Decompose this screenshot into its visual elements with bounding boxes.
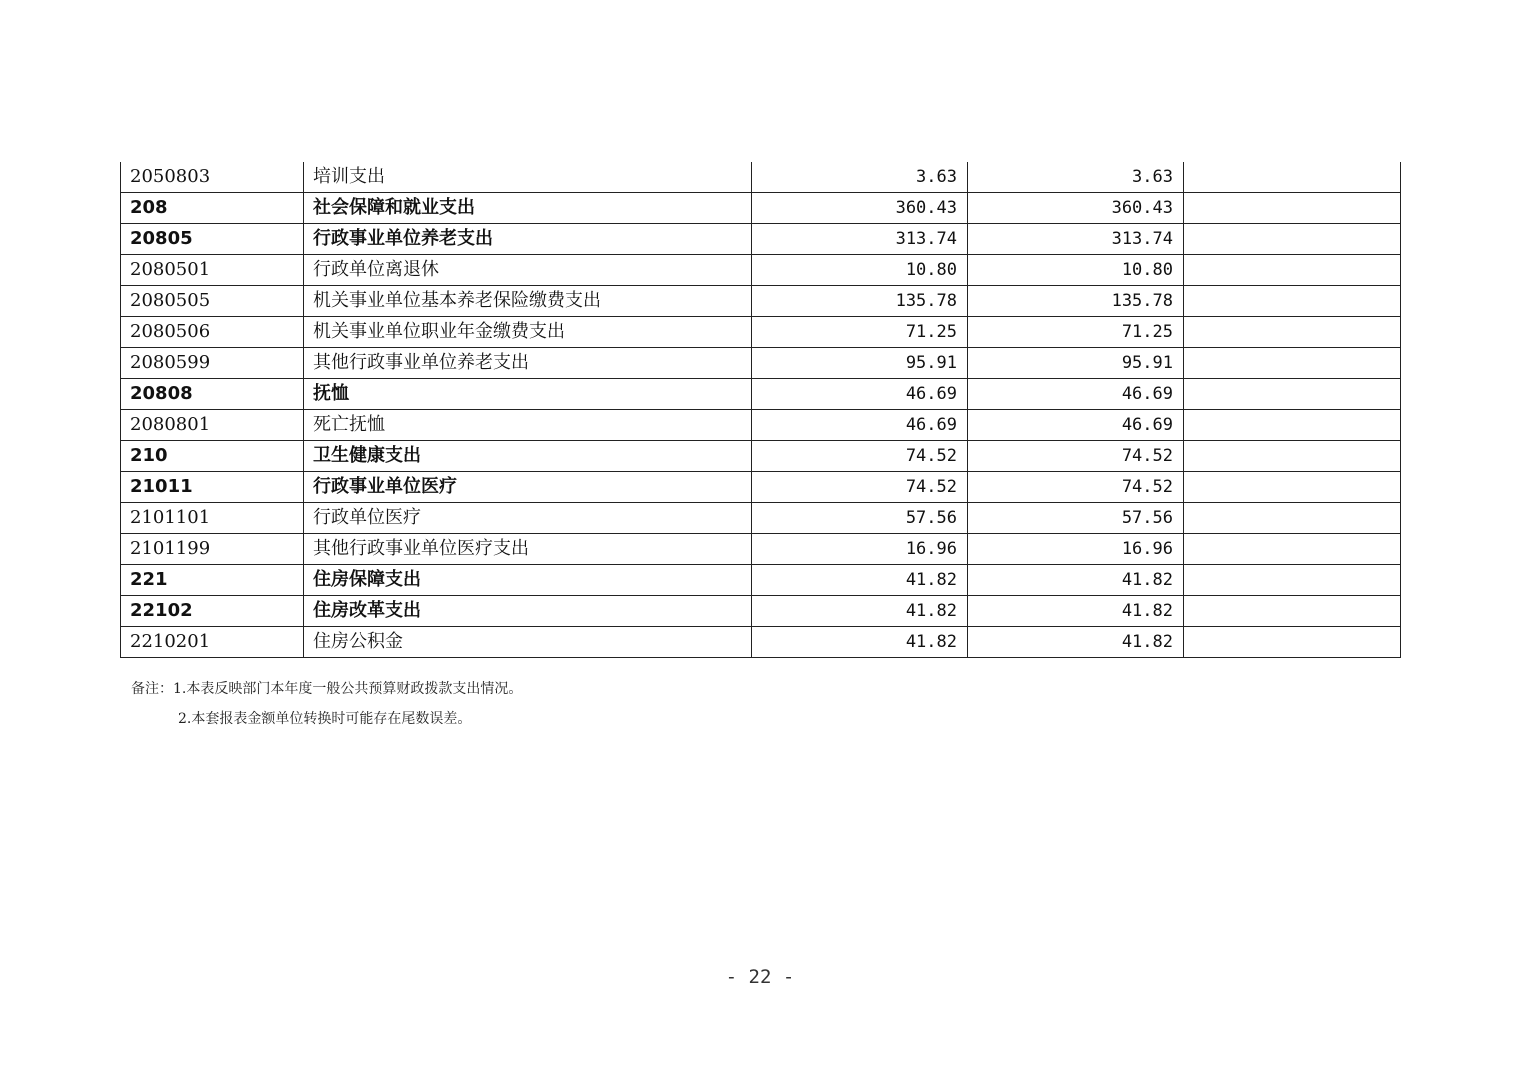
cell-value-3 <box>1184 162 1401 193</box>
cell-value-3 <box>1184 534 1401 565</box>
table-row <box>121 379 1401 410</box>
cell-code: 210 <box>121 441 304 472</box>
table-row <box>121 224 1401 255</box>
cell-code: 2050803 <box>121 162 304 193</box>
cell-value-3 <box>1184 379 1401 410</box>
cell-value-1: 41.82 <box>752 596 968 627</box>
cell-code: 2080506 <box>121 317 304 348</box>
cell-value-1: 360.43 <box>752 193 968 224</box>
cell-name: 社会保障和就业支出 <box>304 193 752 224</box>
cell-value-2: 46.69 <box>968 410 1184 441</box>
cell-value-3 <box>1184 627 1401 658</box>
cell-value-1: 74.52 <box>752 472 968 503</box>
table-row <box>121 255 1401 286</box>
cell-value-3 <box>1184 410 1401 441</box>
cell-value-2: 16.96 <box>968 534 1184 565</box>
cell-name: 抚恤 <box>304 379 752 410</box>
cell-value-2: 360.43 <box>968 193 1184 224</box>
cell-value-3 <box>1184 503 1401 534</box>
cell-value-3 <box>1184 255 1401 286</box>
note-line-1: 备注：1.本表反映部门本年度一般公共预算财政拨款支出情况。 <box>131 681 523 697</box>
cell-name: 住房公积金 <box>304 627 752 658</box>
cell-value-3 <box>1184 472 1401 503</box>
cell-value-1: 135.78 <box>752 286 968 317</box>
notes <box>131 674 522 734</box>
cell-name: 行政单位医疗 <box>304 503 752 534</box>
cell-name: 行政事业单位医疗 <box>304 472 752 503</box>
cell-value-1: 3.63 <box>752 162 968 193</box>
cell-name: 机关事业单位职业年金缴费支出 <box>304 317 752 348</box>
table-row <box>121 596 1401 627</box>
cell-name: 住房改革支出 <box>304 596 752 627</box>
cell-code: 20808 <box>121 379 304 410</box>
budget-expenditure-table <box>120 162 1401 658</box>
cell-value-2: 41.82 <box>968 596 1184 627</box>
cell-value-2: 57.56 <box>968 503 1184 534</box>
cell-value-1: 46.69 <box>752 379 968 410</box>
cell-code: 2080801 <box>121 410 304 441</box>
cell-value-1: 41.82 <box>752 565 968 596</box>
cell-value-1: 95.91 <box>752 348 968 379</box>
cell-code: 2101101 <box>121 503 304 534</box>
cell-name: 培训支出 <box>304 162 752 193</box>
cell-value-2: 74.52 <box>968 472 1184 503</box>
cell-value-1: 74.52 <box>752 441 968 472</box>
note-line-2: 2.本套报表金额单位转换时可能存在尾数误差。 <box>178 711 472 727</box>
cell-value-3 <box>1184 348 1401 379</box>
cell-value-2: 10.80 <box>968 255 1184 286</box>
cell-code: 2101199 <box>121 534 304 565</box>
cell-value-2: 135.78 <box>968 286 1184 317</box>
cell-name: 死亡抚恤 <box>304 410 752 441</box>
table-row <box>121 627 1401 658</box>
cell-value-2: 46.69 <box>968 379 1184 410</box>
cell-value-2: 41.82 <box>968 627 1184 658</box>
cell-code: 2210201 <box>121 627 304 658</box>
table-row <box>121 472 1401 503</box>
table-row <box>121 441 1401 472</box>
cell-value-3 <box>1184 565 1401 596</box>
cell-value-3 <box>1184 193 1401 224</box>
cell-value-3 <box>1184 224 1401 255</box>
cell-value-1: 57.56 <box>752 503 968 534</box>
cell-value-3 <box>1184 317 1401 348</box>
cell-value-1: 41.82 <box>752 627 968 658</box>
cell-value-2: 313.74 <box>968 224 1184 255</box>
cell-name: 其他行政事业单位医疗支出 <box>304 534 752 565</box>
cell-name: 行政事业单位养老支出 <box>304 224 752 255</box>
cell-name: 其他行政事业单位养老支出 <box>304 348 752 379</box>
table-row <box>121 410 1401 441</box>
table-row <box>121 348 1401 379</box>
table-row <box>121 503 1401 534</box>
cell-value-2: 3.63 <box>968 162 1184 193</box>
cell-code: 2080505 <box>121 286 304 317</box>
cell-value-2: 74.52 <box>968 441 1184 472</box>
table-row <box>121 317 1401 348</box>
cell-name: 住房保障支出 <box>304 565 752 596</box>
cell-value-3 <box>1184 441 1401 472</box>
cell-name: 行政单位离退休 <box>304 255 752 286</box>
cell-value-2: 71.25 <box>968 317 1184 348</box>
cell-value-1: 16.96 <box>752 534 968 565</box>
cell-value-3 <box>1184 596 1401 627</box>
cell-code: 2080501 <box>121 255 304 286</box>
cell-value-2: 41.82 <box>968 565 1184 596</box>
cell-code: 21011 <box>121 472 304 503</box>
cell-value-1: 71.25 <box>752 317 968 348</box>
cell-code: 22102 <box>121 596 304 627</box>
cell-name: 卫生健康支出 <box>304 441 752 472</box>
cell-code: 208 <box>121 193 304 224</box>
table-row <box>121 193 1401 224</box>
cell-code: 2080599 <box>121 348 304 379</box>
cell-name: 机关事业单位基本养老保险缴费支出 <box>304 286 752 317</box>
table-row <box>121 565 1401 596</box>
cell-value-2: 95.91 <box>968 348 1184 379</box>
table-row <box>121 286 1401 317</box>
cell-code: 20805 <box>121 224 304 255</box>
cell-code: 221 <box>121 565 304 596</box>
table-row <box>121 534 1401 565</box>
table-row <box>121 162 1401 193</box>
cell-value-1: 10.80 <box>752 255 968 286</box>
cell-value-1: 313.74 <box>752 224 968 255</box>
page-number: - 22 - <box>725 966 795 988</box>
cell-value-3 <box>1184 286 1401 317</box>
cell-value-1: 46.69 <box>752 410 968 441</box>
table-body <box>121 162 1401 658</box>
